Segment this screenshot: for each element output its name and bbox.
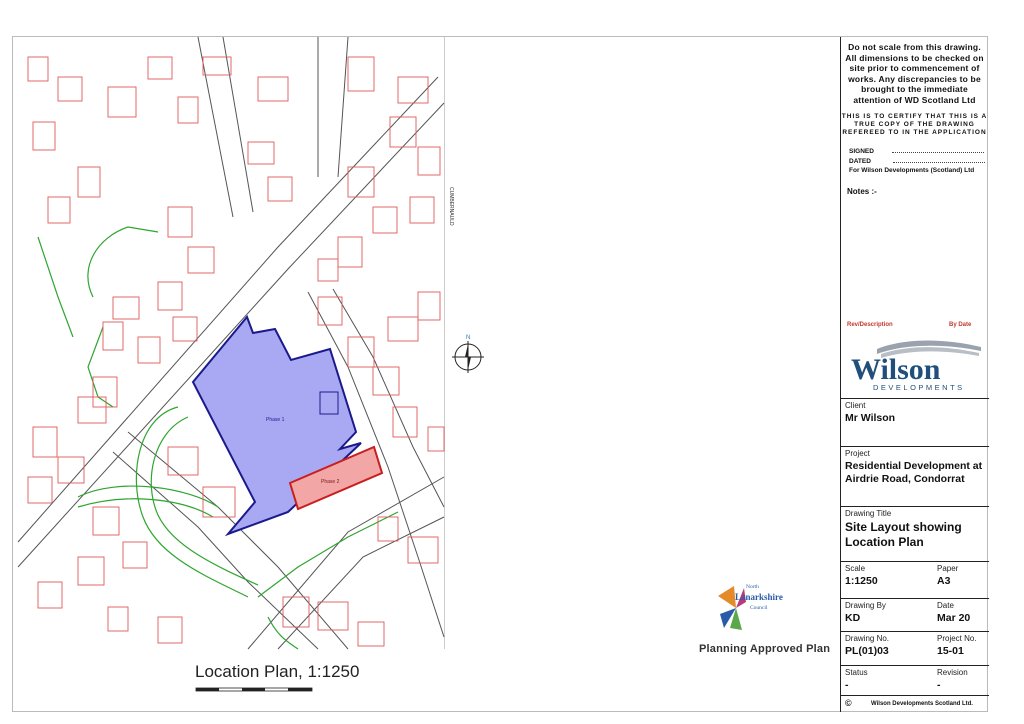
certify-text: THIS IS TO CERTIFY THAT THIS IS A TRUE COPY OF THE DRAWING REFEREED TO IN THE APPLICATION xyxy=(841,113,988,136)
rev-description-label: Rev/Description xyxy=(847,322,893,328)
client-cell xyxy=(841,398,989,446)
status-value: - xyxy=(845,679,849,691)
date-label: Date xyxy=(937,601,954,610)
signed-line xyxy=(892,146,984,153)
status-row xyxy=(841,665,989,696)
location-plan-map xyxy=(18,37,454,649)
notes-label: Notes :- xyxy=(847,187,877,196)
date-cell xyxy=(933,599,989,631)
drawing-no-label: Drawing No. xyxy=(845,634,890,643)
drawn-by-cell xyxy=(841,599,933,631)
drawing-no-cell xyxy=(841,632,933,665)
council-logo xyxy=(716,578,796,638)
project-value: Residential Development at Airdrie Road, Condorrat xyxy=(845,460,983,485)
logo-word: Wilson xyxy=(851,353,941,386)
saltire-icon xyxy=(716,578,796,638)
for-company-label: For Wilson Developments (Scotland) Ltd xyxy=(849,167,975,174)
project-cell xyxy=(841,446,989,506)
dated-label: DATED xyxy=(849,158,871,165)
phase-2-label: Phase 2 xyxy=(321,479,340,485)
revision-cell xyxy=(933,666,989,696)
council-name-2: Lanarkshire xyxy=(735,592,783,602)
scale-value: 1:1250 xyxy=(845,575,878,587)
drawn-by-value: KD xyxy=(845,612,861,624)
project-no-value: 15-01 xyxy=(937,645,964,657)
scale-label: Scale xyxy=(845,564,866,573)
disclaimer-text: Do not scale from this drawing. All dimensions to be checked on site prior to commencement of works. Any discrepancies to be brought to the immediate attention of WD Scotland Ltd xyxy=(845,42,984,105)
paper-label: Paper xyxy=(937,564,959,573)
title-block xyxy=(840,37,988,712)
project-label: Project xyxy=(845,449,870,458)
scale-bar xyxy=(196,688,312,698)
date-value: Mar 20 xyxy=(937,612,971,624)
paper-cell xyxy=(933,562,989,598)
map-svg xyxy=(18,37,454,649)
scale-cell xyxy=(841,562,933,598)
road-label: CUMBERNAULD xyxy=(448,187,454,226)
drawn-date-row xyxy=(841,598,989,631)
drawing-title-value: Site Layout showing Location Plan xyxy=(845,520,962,549)
copyright-text: Wilson Developments Scotland Ltd. xyxy=(871,701,973,707)
signed-label: SIGNED xyxy=(849,148,874,155)
drawing-no-row xyxy=(841,631,989,665)
revision-value: - xyxy=(937,679,941,691)
copyright-footer xyxy=(841,695,989,712)
dated-line xyxy=(893,156,985,163)
client-value: Mr Wilson xyxy=(845,412,896,424)
wilson-logo xyxy=(847,335,983,393)
copyright-icon: © xyxy=(845,698,852,708)
north-arrow-icon xyxy=(452,332,492,382)
rev-by-date-label: By Date xyxy=(949,322,972,328)
location-plan-title: Location Plan, 1:1250 xyxy=(195,662,360,681)
signature-block xyxy=(841,146,988,175)
paper-value: A3 xyxy=(937,575,951,587)
project-no-label: Project No. xyxy=(937,634,977,643)
drawing-title-cell xyxy=(841,506,989,561)
council-name-1: North xyxy=(746,584,759,590)
logo-sub: DEVELOPMENTS xyxy=(873,383,965,392)
revision-label: Revision xyxy=(937,668,968,677)
drawing-title-label: Drawing Title xyxy=(845,509,892,518)
drawing-no-value: PL(01)03 xyxy=(845,645,889,657)
drawn-by-label: Drawing By xyxy=(845,601,886,610)
scale-paper-row xyxy=(841,561,989,598)
project-no-cell xyxy=(933,632,989,665)
council-name-3: Council xyxy=(750,605,768,611)
phase-1-label: Phase 1 xyxy=(266,417,285,423)
planning-approved-stamp: Planning Approved Plan xyxy=(699,643,831,655)
status-cell xyxy=(841,666,933,696)
client-label: Client xyxy=(845,401,866,410)
status-label: Status xyxy=(845,668,868,677)
phase-1-boundary[interactable] xyxy=(193,317,361,534)
north-label: N xyxy=(466,335,471,341)
